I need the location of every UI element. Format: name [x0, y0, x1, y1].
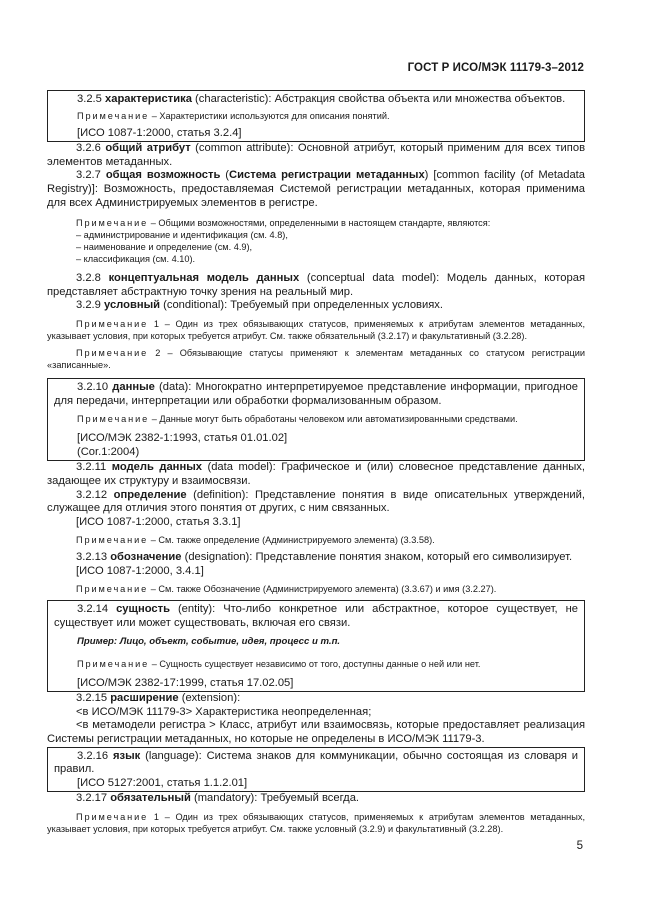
term-number: 3.2.10	[77, 380, 109, 393]
term-number: 3.2.6	[76, 142, 101, 155]
source-reference: [ИСО 1087-1:2000, статья 3.3.1]	[76, 515, 241, 528]
note-label: Примечание	[76, 535, 149, 546]
note-number: 1	[153, 318, 159, 329]
term-number: 3.2.12	[76, 488, 108, 501]
note-block	[47, 217, 585, 265]
term-name: общий атрибут	[105, 142, 191, 155]
note-text: – См. также определение (Администрируемого элемента) (3.3.58).	[150, 535, 435, 546]
source-reference: [ИСО 5127:2001, статья 1.1.2.01]	[77, 776, 248, 789]
entry-3-2-15	[47, 692, 585, 706]
entry-3-2-16	[54, 750, 578, 777]
entry-3-2-7: 3.2.7 общая возможность (Система регистрации метаданных) [common facility (of Metadata Registry)]: Возможность, предоставляемая Системой регистрации метаданных, которая применима для всех Администрируемых элементов в регистре.	[47, 169, 585, 209]
term-definition: (conceptual data model): Модель данных, которая представляет абстрактную точку зрения на реальный мир.	[47, 272, 585, 298]
term-number: 3.2.16	[77, 749, 109, 762]
note-number: 1	[153, 812, 159, 822]
term-definition: (designation): Представление понятия знаком, который его символизирует.	[184, 551, 573, 564]
term-number: 3.2.5	[77, 93, 102, 105]
list-item: – администрирование и идентификация (см. 4.8),	[76, 230, 288, 241]
term-number: 3.2.9	[76, 299, 101, 312]
entry-3-2-14-box	[47, 600, 585, 692]
example	[54, 636, 578, 648]
entry-3-2-8	[47, 272, 585, 299]
entry-3-2-5-box	[47, 90, 585, 142]
note-label: Примечание	[77, 414, 150, 425]
entry-3-2-6	[47, 142, 585, 169]
definition-line: <в ИСО/МЭК 11179-3> Характеристика неопределенная;	[76, 705, 372, 718]
note	[47, 583, 585, 595]
note-label: Примечание	[77, 110, 150, 121]
note-label: Примечание	[76, 584, 149, 595]
note-text: – Сущность существует независимо от того, доступны данные о ней или нет.	[151, 658, 481, 669]
document-header: ГОСТ Р ИСО/МЭК 11179-3–2012	[407, 62, 584, 74]
term-definition: (common attribute): Основной атрибут, который применим для всех типов элементов метаданных.	[47, 142, 586, 168]
term-definition: (conditional): Требуемый при определенных условиях.	[163, 299, 443, 312]
note-text: – Общими возможностями, определенными в настоящем стандарте, являются:	[150, 218, 491, 229]
example-text: Лицо, объект, событие, идея, процесс и т.п.	[119, 635, 341, 647]
term-name: определение	[113, 488, 187, 501]
term-name: обозначение	[110, 551, 182, 564]
source-reference: [ИСО 1087-1:2000, 3.4.1]	[76, 564, 204, 577]
note-label: Примечание	[76, 218, 149, 229]
note	[54, 413, 578, 425]
entry-3-2-14	[54, 603, 578, 630]
example-label: Пример:	[77, 635, 118, 647]
term-definition: ) [common facility (of Metadata Registry)]: Возможность, предоставляемая Системой регистрации метаданных, которая применима для всех Администрируемых элементов в регистре.	[47, 169, 585, 209]
page-number: 5	[576, 840, 583, 852]
term-definition: (data model): Графическое и (или) словесное представление данных, задающее их структуру и взаимосвязи.	[47, 461, 586, 487]
note-text: – Один из трех обязывающих статусов, применяемых к атрибутам элементов метаданных, указывает условия, при которых требуется атрибут. См. также обязательный (3.2.17) и факультативный (3.2.28).	[47, 318, 585, 341]
note	[47, 534, 585, 546]
entry-3-2-16-box	[47, 747, 585, 793]
term-name: данные	[112, 380, 155, 393]
term-name: условный	[104, 299, 161, 312]
entry-3-2-5	[54, 93, 578, 107]
term-number: 3.2.17	[76, 792, 108, 805]
source-reference: [ИСО 1087-1:2000, статья 3.2.4]	[77, 126, 242, 139]
term-definition: (definition): Представление понятия в виде описательных утверждений, служащее для отличия этого понятия от других, с ним связанных.	[47, 488, 586, 515]
note-label: Примечание	[76, 347, 149, 358]
note-text: – Обязывающие статусы применяют к элементам метаданных со статусом регистрации «записанные».	[47, 347, 585, 370]
term-definition: (characteristic): Абстракция свойства объекта или множества объектов.	[195, 93, 566, 105]
entry-3-2-9	[47, 299, 585, 313]
term-name: расширение	[110, 692, 179, 705]
term-definition: (entity): Что-либо конкретное или абстрактное, которое существует, не существует или может существовать, включая его связи.	[54, 603, 579, 630]
entry-3-2-10	[54, 381, 578, 408]
note-label: Примечание	[76, 812, 149, 822]
term-number: 3.2.15	[76, 692, 108, 705]
note	[54, 658, 578, 670]
note-label: Примечание	[76, 318, 149, 329]
note	[47, 318, 585, 342]
term-name: обязательный	[110, 792, 191, 805]
note	[47, 811, 585, 835]
entry-3-2-17	[47, 792, 585, 806]
entry-3-2-11	[47, 461, 585, 488]
term-name: язык	[112, 749, 141, 762]
list-item: – наименование и определение (см. 4.9),	[76, 242, 253, 253]
note-text: – Характеристики используются для описания понятий.	[151, 110, 390, 121]
term-name: характеристика	[105, 93, 192, 105]
term-name: концептуальная модель данных	[108, 272, 300, 285]
term-definition: (language): Система знаков для коммуникации, обычно состоящая из словаря и правил.	[54, 749, 579, 776]
term-number: 3.2.11	[76, 461, 107, 474]
note	[47, 347, 585, 371]
entry-3-2-10-box	[47, 378, 585, 461]
list-item: – классификация (см. 4.10).	[76, 254, 196, 265]
term-definition: (extension):	[181, 692, 241, 705]
term-name: сущность	[116, 603, 170, 616]
source-reference: (Cor.1:2004)	[77, 445, 140, 458]
term-definition: (data): Многократно интерпретируемое представление информации, пригодное для передачи, интерпретации или обработки формализованным образом.	[54, 380, 578, 407]
note-number: 2	[155, 347, 161, 358]
note-text: – Один из трех обязывающих статусов, применяемых к атрибутам элементов метаданных, указывает условия, при которых требуется атрибут. См. также условный (3.2.9) и факультативный (3.2.28).	[47, 812, 585, 834]
note	[54, 110, 578, 122]
note-text: – См. также Обозначение (Администрируемого элемента) (3.3.67) и имя (3.2.27).	[150, 584, 497, 595]
term-name: модель данных	[111, 461, 202, 474]
source-reference: [ИСО/МЭК 2382-17:1999, статья 17.02.05]	[77, 676, 294, 689]
note	[76, 217, 585, 229]
source-reference: [ИСО/МЭК 2382-1:1993, статья 01.01.02]	[77, 432, 288, 445]
note-text: – Данные могут быть обработаны человеком или автоматизированными средствами.	[151, 414, 518, 425]
page-content	[47, 90, 585, 835]
term-number: 3.2.14	[77, 603, 109, 616]
term-name: общая возможность	[105, 169, 221, 182]
entry-3-2-13	[47, 551, 585, 565]
note-label: Примечание	[77, 658, 150, 669]
definition-line: <в метамодели регистра > Класс, атрибут или взаимосвязь, которые предоставляет реализация Системы регистрации метаданных, но которые не определены в ИСО/МЭК 11179-3.	[47, 719, 585, 746]
term-name-alt: Система регистрации метаданных	[229, 169, 425, 182]
entry-3-2-12	[47, 489, 585, 516]
term-number: 3.2.13	[76, 551, 108, 564]
term-number: 3.2.7	[76, 169, 101, 182]
term-number: 3.2.8	[76, 272, 101, 285]
term-definition: (mandatory): Требуемый всегда.	[193, 792, 360, 805]
